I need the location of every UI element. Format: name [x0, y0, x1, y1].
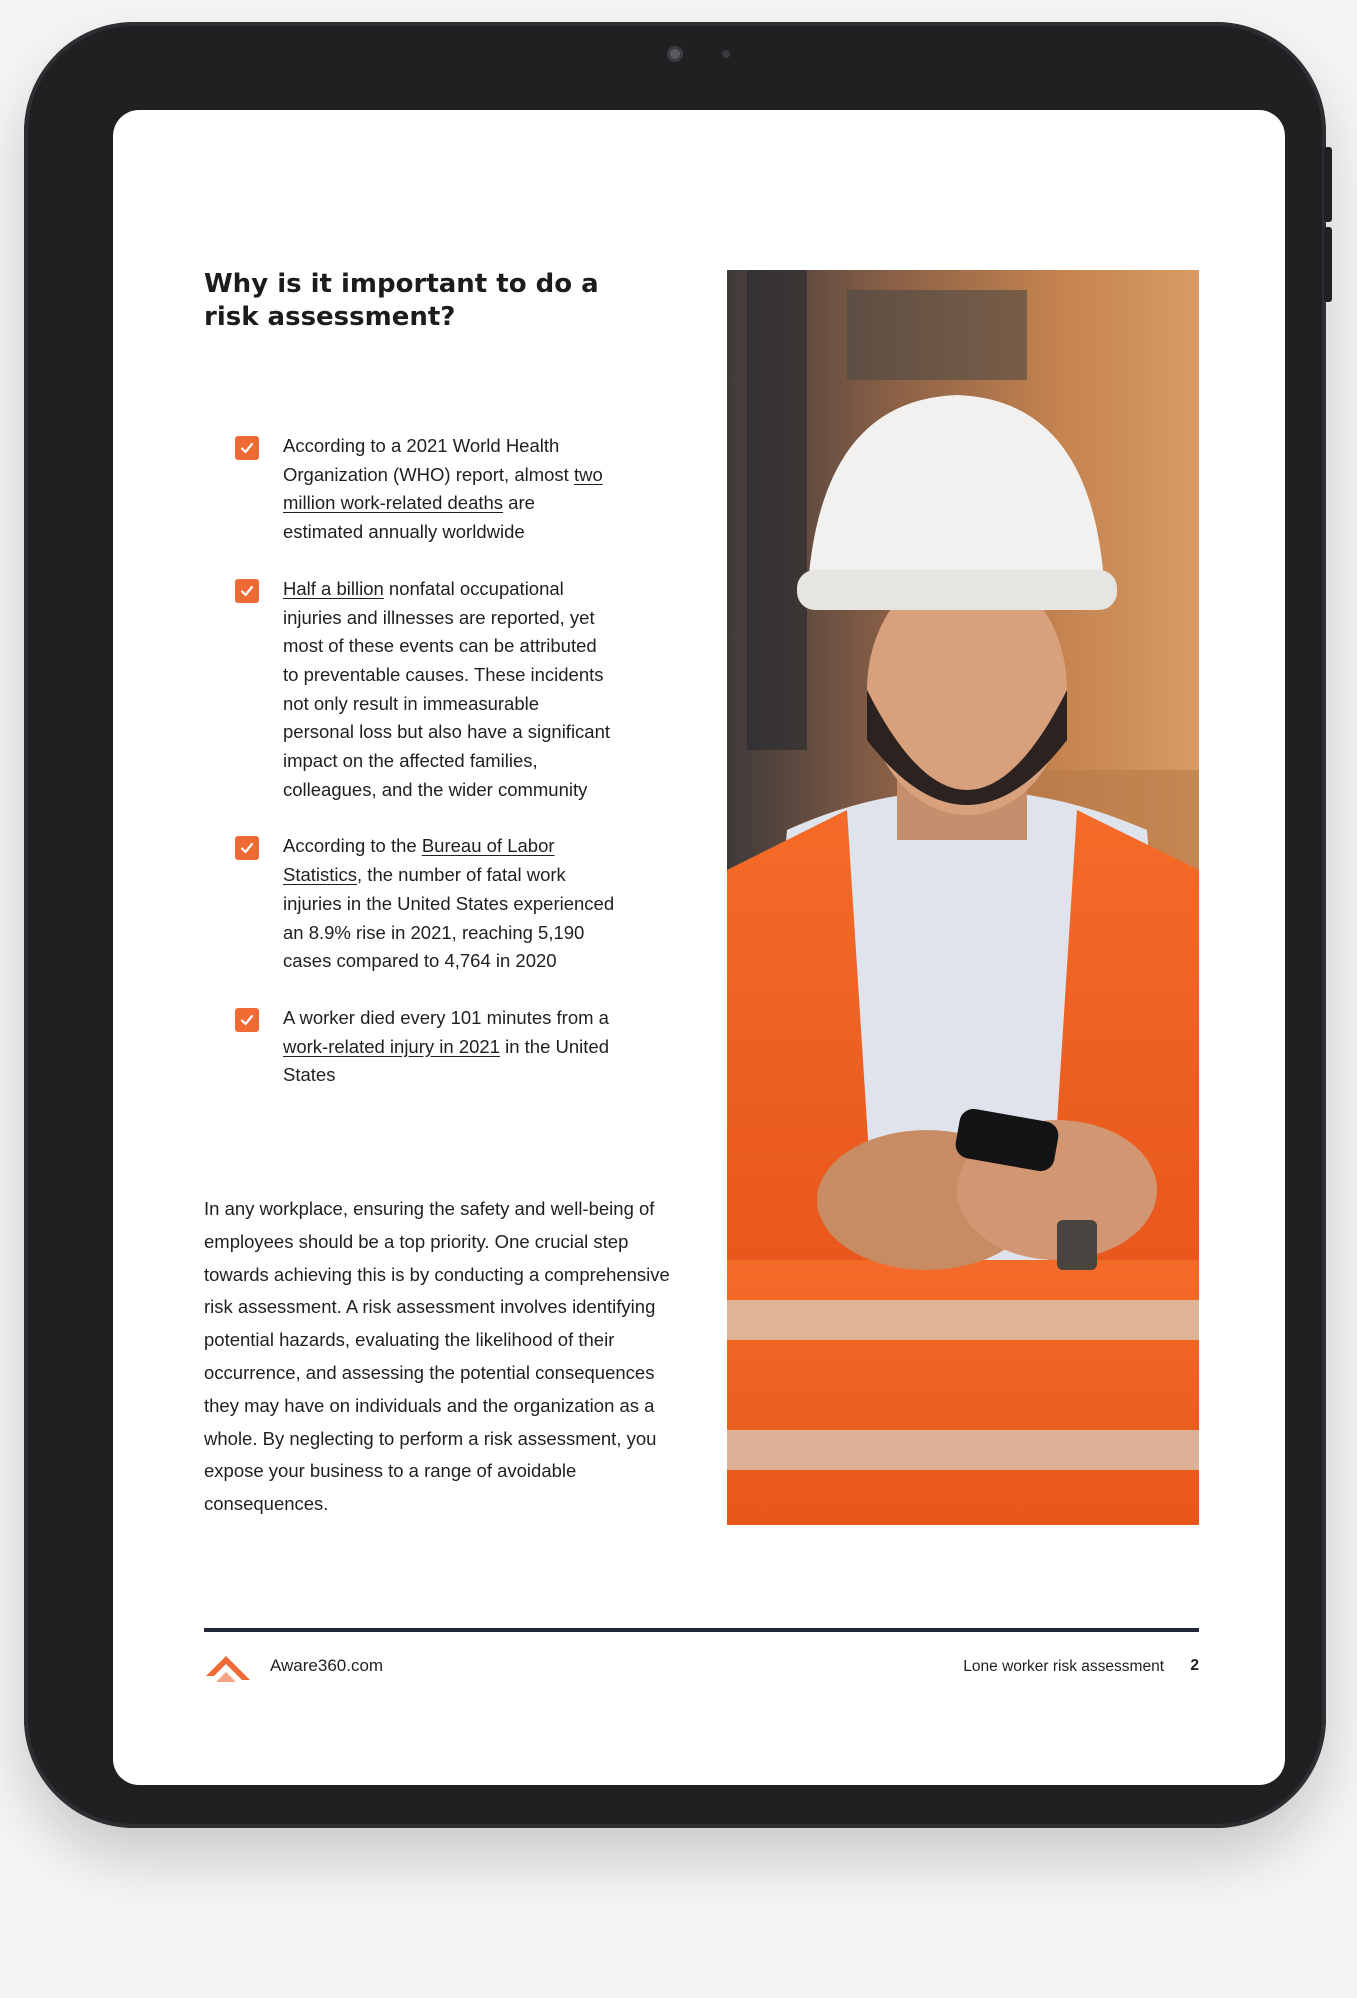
fact-item: [235, 832, 615, 976]
light-sensor: [722, 50, 730, 58]
source-link[interactable]: Bureau of Labor Statistics: [283, 835, 555, 886]
checkbox-check-icon: [235, 1008, 259, 1032]
page-title: Why is it important to do a risk assessment?: [204, 269, 599, 332]
volume-up-button: [1324, 147, 1332, 222]
source-link[interactable]: Half a billion: [283, 577, 384, 599]
front-camera: [667, 46, 683, 62]
fact-item: [235, 575, 615, 805]
aware360-logo[interactable]: [204, 1648, 252, 1684]
fact-item: [235, 432, 615, 547]
worker-photo: [727, 270, 1199, 1525]
footer-rule: [204, 1628, 1199, 1632]
volume-down-button: [1324, 227, 1332, 302]
page-number: 2: [1190, 1657, 1199, 1674]
source-link[interactable]: two million work-related deaths: [283, 463, 603, 514]
tablet-frame: [24, 22, 1326, 1828]
fact-text: According to a 2021 World Health Organization (WHO) report, almost two million work-related deaths are estimated annually worldwide: [283, 435, 603, 543]
fact-item: [235, 1004, 615, 1090]
fact-list: [235, 432, 615, 1118]
intro-paragraph: In any workplace, ensuring the safety and well-being of employees should be a top priority. One crucial step towards achieving this is by conducting a comprehensive risk assessment. A risk assessment involves identifying potential hazards, evaluating the likelihood of their occurrence, and assessing the potential consequences they may have on individuals and the organization as a whole. By neglecting to perform a risk assessment, you expose your business to a range of avoidable consequences.: [204, 1198, 670, 1515]
document-page: [113, 110, 1285, 1785]
checkbox-check-icon: [235, 579, 259, 603]
fact-text: A worker died every 101 minutes from a work-related injury in 2021 in the United States: [283, 1006, 609, 1086]
source-link[interactable]: work-related injury in 2021: [283, 1035, 500, 1057]
checkbox-check-icon: [235, 836, 259, 860]
document-title: Lone worker risk assessment: [963, 1658, 1164, 1675]
site-url[interactable]: Aware360.com: [270, 1656, 384, 1675]
checkbox-check-icon: [235, 436, 259, 460]
fact-text: Half a billion nonfatal occupational injuries and illnesses are reported, yet most of these events can be attributed to preventable causes. These incidents not only result in immeasurable personal loss but also have a significant impact on the affected families, colleagues, and the wider community: [283, 577, 611, 800]
fact-text: According to the Bureau of Labor Statistics, the number of fatal work injuries in the United States experienced an 8.9% rise in 2021, reaching 5,190 cases compared to 4,764 in 2020: [283, 835, 615, 972]
